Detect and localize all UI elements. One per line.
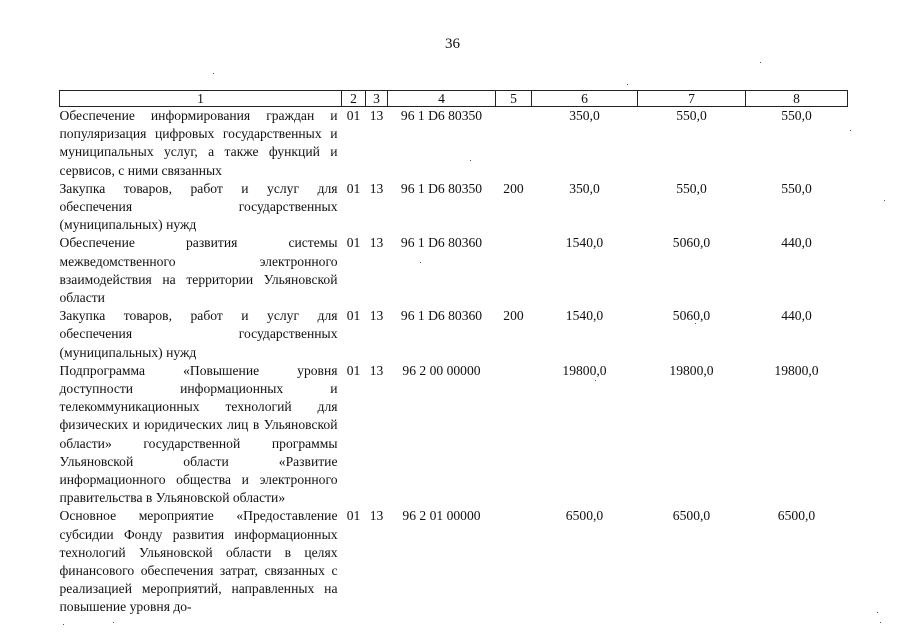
row-amount-col6: 350,0 xyxy=(569,180,600,196)
scan-speck xyxy=(470,160,471,161)
scan-speck xyxy=(213,73,214,74)
row-subsection-code: 13 xyxy=(369,180,384,196)
row-description: Закупка товаров, работ и услуг для обеспечения государственных (муниципальных) нужд xyxy=(59,308,338,360)
table-row xyxy=(60,362,848,508)
row-expense-type xyxy=(496,107,532,180)
row-section-code: 01 xyxy=(346,180,361,196)
scan-speck xyxy=(760,62,761,63)
column-header-6: 6 xyxy=(532,91,638,107)
table-header-row xyxy=(60,91,848,107)
row-section-code: 01 xyxy=(346,362,361,378)
scan-speck xyxy=(695,323,696,324)
row-amount-col7: 6500,0 xyxy=(672,508,711,524)
row-description: Обеспечение информирования граждан и популяризация цифровых государственных и муниципальных услуг, а также функций и сервисов, с ними связанных xyxy=(59,108,338,178)
row-expense-type xyxy=(496,234,532,307)
row-amount-col8: 550,0 xyxy=(781,180,812,196)
row-amount-col8: 6500,0 xyxy=(777,508,816,524)
row-subsection-code: 13 xyxy=(369,362,384,378)
row-target-article: 96 1 D6 80360 xyxy=(400,308,483,324)
row-amount-col7: 5060,0 xyxy=(672,308,711,324)
column-header-4: 4 xyxy=(388,91,496,107)
row-amount-col8: 440,0 xyxy=(781,235,812,251)
row-target-article: 96 2 01 00000 xyxy=(402,508,481,524)
row-target-article: 96 1 D6 80350 xyxy=(400,108,483,123)
row-section-code: 01 xyxy=(346,108,361,123)
budget-table xyxy=(59,90,848,617)
row-expense-type: 200 xyxy=(503,308,524,324)
row-expense-type: 200 xyxy=(503,180,524,196)
column-header-1: 1 xyxy=(60,91,342,107)
row-amount-col6: 19800,0 xyxy=(562,362,607,378)
row-amount-col7: 550,0 xyxy=(676,180,707,196)
row-description: Обеспечение развития системы межведомственного электронного взаимодействия на территории Ульяновской области xyxy=(59,235,338,306)
row-section-code: 01 xyxy=(346,308,361,324)
scan-speck xyxy=(880,622,881,623)
row-description: Закупка товаров, работ и услуг для обеспечения государственных (муниципальных) нужд xyxy=(59,180,338,233)
scan-speck xyxy=(420,262,421,263)
row-amount-col6: 350,0 xyxy=(569,108,600,123)
row-section-code: 01 xyxy=(346,508,361,524)
row-target-article: 96 1 D6 80360 xyxy=(400,235,483,251)
row-amount-col7: 5060,0 xyxy=(672,235,711,251)
table-row xyxy=(60,180,848,235)
row-amount-col7: 19800,0 xyxy=(669,362,714,378)
table-row xyxy=(60,107,848,180)
scan-speck xyxy=(113,622,114,623)
row-subsection-code: 13 xyxy=(369,508,384,524)
row-description: Подпрограмма «Повышение уровня доступности информационных и телекоммуникационных технологий для физических и юридических лиц в Ульяновской области» государственной программы Ульяновской области «Развитие информационного общества и электронного правительства в Ульяновской области» xyxy=(59,362,338,506)
scan-speck xyxy=(63,624,64,625)
scan-speck xyxy=(850,130,851,131)
row-amount-col6: 1540,0 xyxy=(565,308,604,324)
row-amount-col6: 1540,0 xyxy=(565,235,604,251)
row-section-code: 01 xyxy=(346,235,361,251)
row-amount-col6: 6500,0 xyxy=(565,508,604,524)
scan-speck xyxy=(627,84,628,85)
row-expense-type xyxy=(496,507,532,616)
row-amount-col8: 550,0 xyxy=(781,108,812,123)
table-row xyxy=(60,234,848,307)
row-expense-type xyxy=(496,362,532,508)
row-description: Основное мероприятие «Предоставление субсидии Фонду развития информационных технологий Ульяновской области в целях финансового обеспечения затрат, связанных с реализацией мероприятий, направленных на повышение уровня до- xyxy=(59,508,338,615)
page-number: 36 xyxy=(445,36,460,52)
scan-speck xyxy=(877,612,878,613)
column-header-5: 5 xyxy=(496,91,532,107)
column-header-3: 3 xyxy=(366,91,388,107)
row-subsection-code: 13 xyxy=(369,308,384,324)
row-amount-col7: 550,0 xyxy=(676,108,707,123)
column-header-7: 7 xyxy=(638,91,746,107)
scan-speck xyxy=(595,380,596,381)
table-row xyxy=(60,307,848,362)
row-subsection-code: 13 xyxy=(369,235,384,251)
row-target-article: 96 2 00 00000 xyxy=(402,362,481,378)
row-amount-col8: 19800,0 xyxy=(774,362,819,378)
row-amount-col8: 440,0 xyxy=(781,308,812,324)
column-header-8: 8 xyxy=(746,91,848,107)
scan-speck xyxy=(884,200,885,201)
column-header-2: 2 xyxy=(342,91,366,107)
row-subsection-code: 13 xyxy=(369,108,384,123)
row-target-article: 96 1 D6 80350 xyxy=(400,180,483,196)
table-row xyxy=(60,507,848,616)
